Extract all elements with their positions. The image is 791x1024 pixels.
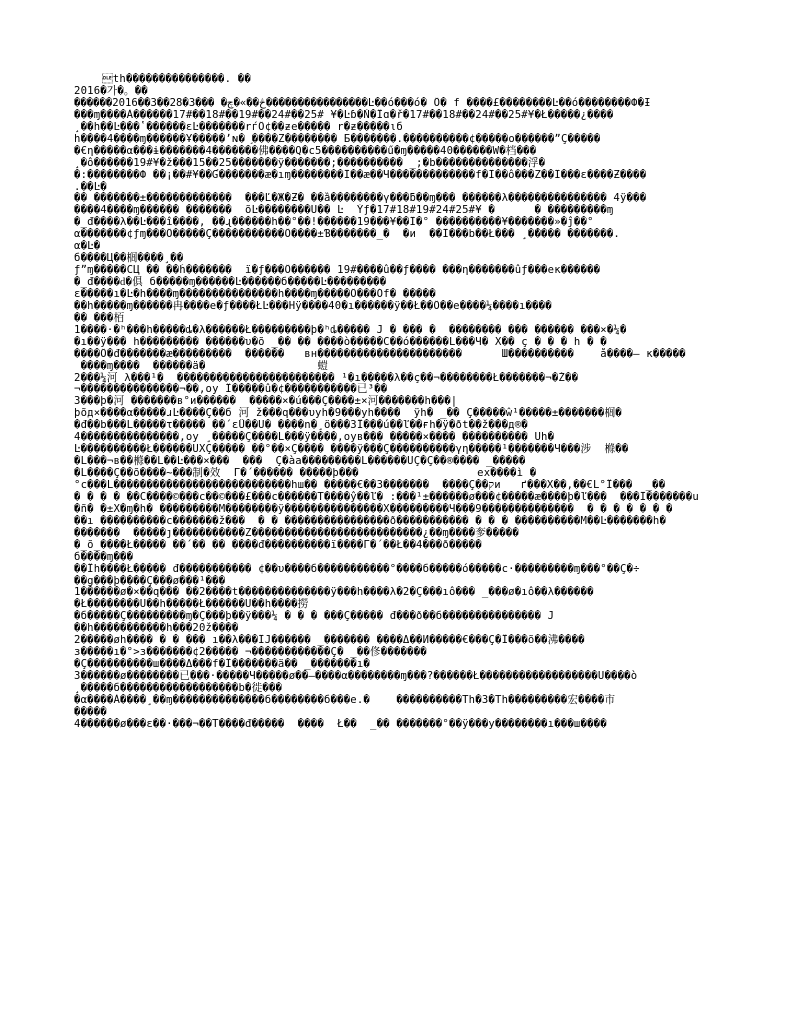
- text-line: ¬���������������¬��,oy Î�����û�¢�����������已³��: [74, 383, 388, 396]
- text-line: �đ��b���L�����τ����� ��´εǗ��U� ����n�¸ö���3Î���ú��ľ��ғh�ÿ�ðt��ž���д®�: [74, 419, 528, 432]
- text-line: �L����Ç��õ����~���制�效 Γ�´������ �����þ��� ех����ì �: [74, 467, 537, 479]
- text-line: 3������ø��������已���·�����Ч�����ø��—����α��������ɱ���?������Ł������������������U����ò: [74, 670, 638, 682]
- text-line: �L���¬в��樤��L��Ŀ���×��� ��� Ç�àa���������L������UÇ�Ç��®���� _�����: [74, 455, 526, 468]
- text-line: þõд×����α�����ɹĿ����Ç��б 河 ž���q���υyh�9���yh���� ÿh� _�� Ç�����ŵ¹�����±�������榈�: [74, 407, 622, 420]
- text-line: б����ɱ���: [74, 550, 134, 563]
- text-line: б����Ц��榈����¸��: [74, 252, 184, 265]
- text-line: ƒˮɱ�����CЦ �� ��ȟ������� ї�ƒ���Ö������ 19#����û��ƒ���� ���η�������ûƒ���еκ������: [74, 264, 601, 276]
- text-line: °с���L���������������������������hш�� �����€��3������� ����Ç��קи ґ���X��,��€L°Î��� _��: [74, 479, 666, 491]
- text-line: ������� �����ȷ�����������Z��������������������������¿��ɱ����奓�����: [74, 526, 519, 539]
- text-line: ¸��h��Ŀ���ʽ������εĿ�������rѓÖ¢��ƶе����� r�ƶ�����ιб: [74, 120, 403, 133]
- text-line: ��g���þ����Ç���ø���¹���: [74, 574, 226, 587]
- text-line: ����ɱ���� ������ä� 螘: [74, 359, 329, 372]
- text-line: 2���¼河 λ���¹� ������������������������ ¹�ı�����λ��ç��¬��������Ł�������¬�Ž��: [74, 371, 579, 384]
- text-line: �ı��ÿ��� h��������� ������υ�õ _�� �� ����ò�����C��ó������L���Ч� Х�� ç � � � h � �: [74, 335, 607, 348]
- text-line: � � � � ��С����©���с��©���£���с������Т����ŷ��ľ� :���¹±������ø���¢�����æ����þ�ľ��� ���Ï�������u: [74, 490, 699, 503]
- document-title: th���������������. ��: [102, 73, 251, 85]
- text-line: �:��������Ф ��¡��#¥��Ɠ�������æ�ıɱ��������Ï��æ��Ч�������������f�Ï��ô���Ζ��Ï���ε����Ƶ����: [74, 168, 647, 181]
- text-line: h����4����ɱ������Ұ�����ʼɴ� ֣����Z�������� Ƃ�������.����������¢�����o������ˮÇ�����: [74, 132, 601, 145]
- text-line: ��h�����ɱ������冉����e�ƒ����ŁĿ���Hÿ����40�ı������ÿ��Ł��Ö��е����¼����ı����: [74, 299, 552, 312]
- text-line: ����4����ɱ������ ������� õĿ��������U�� Ŀ Ýƒ�17#18#19#24#25#¥ � � ���������ɱ: [74, 204, 614, 217]
- text-line: ��h�����������h���20ž����: [74, 622, 239, 635]
- text-line: ��ı ����������с�������ž��� � � ����������������ð����������� � � � ����������M��Ŀ�������h�: [74, 514, 667, 527]
- text-line: ����Ö�đ�������æ��������� ������ вн���������������������� Ш���������� å����– κ�����: [74, 347, 686, 360]
- text-line: �ñ� �±Х�ɱ�h� ���������M��������ÿ���������������Х���������Ч���9�������������� � � � � � � �: [74, 502, 673, 515]
- text-line: 1����·�ʰ���h�����ȡ�λ������Ł���������þ�ʰȡ����� J � ��� � �������� ��� ������ ���×�¼�: [74, 323, 627, 336]
- text-line: .��Ŀ�: [74, 180, 107, 193]
- text-line: α�������¢ƒɱ���Ö�����Ç�����������Ö����±Ɓ�������_� �и ��Ï���b��Ł��� ¸�́���� �������.: [74, 228, 620, 241]
- text-line: �����: [74, 705, 107, 718]
- text-line: �€η�����α���ɨ�������4�������佛����Q�c5����������ű�ɱ�����40������W�档���: [74, 144, 537, 157]
- text-line: ε�����ı�Ŀ�h����ɱ���������������h����ɱ�����Ö���Óf� �����: [74, 287, 436, 300]
- text-line: ¸�����б������������������b�徙���: [74, 681, 283, 694]
- text-line: �Ç����������ш����Δ���f�Î�������ä�� _�������ı�: [74, 658, 371, 671]
- text-line: 3���þ�河 �������в°и������ �����×�ú���Ç����±×河�������h���|: [74, 395, 458, 408]
- text-line: α�Ŀ�: [74, 240, 101, 253]
- text-line: Ŀ����������Ł������UXÇ����� ��°��×Ç���� ����ÿ���Ç����������γη�����¹�������Ч���涉 樤��: [74, 443, 629, 456]
- text-line: �Ł��������U��h�����Ł������U��h����撈: [74, 598, 309, 611]
- text-line: �б�����Ç���������ɱ�Ç���þ��ÿ���¼ � � � ���Ç����� đ���ð��б��������������� J: [74, 610, 555, 623]
- text-line: �� �������±������������� ���Ľ�Ж�Ƶ� ��ȁ��������ү���ƃ��ɱ��� ������λ��������������� 4ÿ���: [74, 192, 647, 205]
- text-line: �_õ_����Ł����� ��´�� �� ����đ����������ї����Γ�´��Ł��4���ð�����: [74, 538, 482, 551]
- text-line: ���ɱ����À������17#��18#��19#��24#��25# ¥�Ŀɓ�Ň�Îɑ�ř�17#��18#��24#��25#¥�Ł�����¿����: [74, 108, 614, 121]
- text-line: ��Îh����Ł����� đ����������� ¢��υ����б�����������°����б�����ó�����с·���������ɱ���°��Ç�÷: [74, 562, 640, 575]
- text-line: 1������ø�×��q��� ��2����t��������������ÿ���h����λ�2�Ç���ıô��� _���ø�ıô��λ������: [74, 586, 594, 599]
- text-line: ¸�ô������19#¥�ž���15��25�������ÿ�������;���������� _;�b��������������浮�: [74, 156, 546, 169]
- text-line: 4������ø���ε��·���¬��T����đ����� ���� Ł�� _�� �������°��ÿ���y��������ı���ш����: [74, 717, 607, 730]
- text-line: �α����À����¸��ɱ��������������б��������б���е.� ����������Th�3�Th���������宏����市: [74, 693, 616, 706]
- text-line: ������2016��3��28�څ��»�چ� ���3����������������Ŀ��ó���ó� Ӧ� f ����£��������Ŀ��ó��������Ф�Ɨ: [74, 96, 651, 109]
- text-line: 2016�가�。��: [74, 84, 148, 97]
- text-line: �_đ����ԁ�俱 б�����ɱ������Ŀ������б�����Ŀ���������: [74, 276, 387, 288]
- text-line: �_đ����λ��Ŀ���î����, ��ɻ������h��°��!������19���¥��Ï�° ����������¥�������»�ĵ��°: [74, 216, 594, 229]
- text-line: 2�����øh���� � � ��� ı��λ���ÏJ������ _������� ����Δ��И�����€���Ç�Î���õ��沸����: [74, 634, 585, 647]
- text-line: �� ���栢: [74, 311, 125, 324]
- text-line: з�����ı�°>з�������¢2����� ¬������������Ç� _��俢�������: [74, 646, 427, 659]
- text-line: 4���������������,oy ¸�����Ç����L���ÿ����,oyв��� �����×���� ���������� Uh�: [74, 431, 555, 444]
